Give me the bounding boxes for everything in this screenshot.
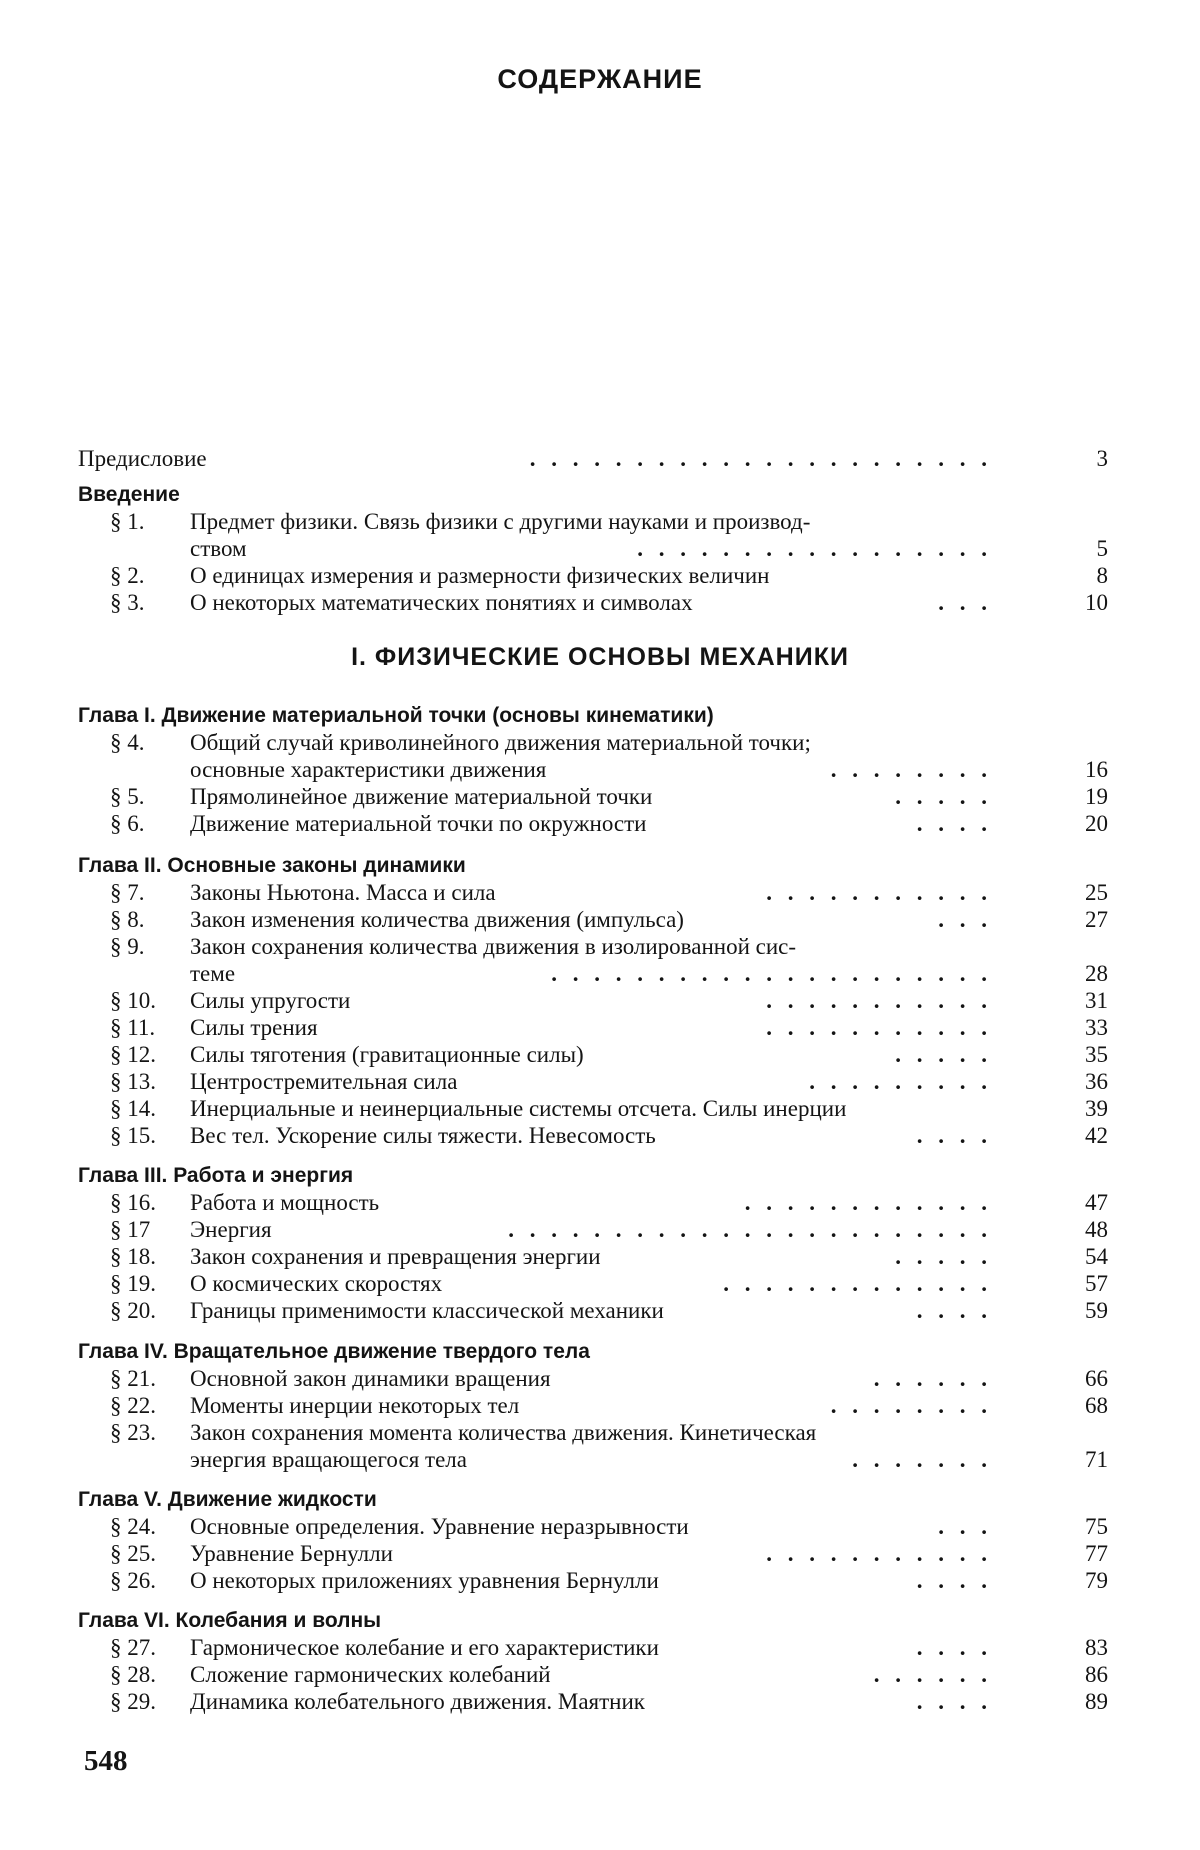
entry-title: Гармоническое колебание и его характеристики xyxy=(190,1635,659,1660)
section-number: § 27. xyxy=(110,1635,156,1660)
toc-entry xyxy=(0,729,1200,756)
section-number: § 3. xyxy=(110,590,145,615)
section-number: § 12. xyxy=(110,1042,156,1067)
entry-title: О некоторых приложениях уравнения Бернулли xyxy=(190,1568,659,1593)
entry-page: 86 xyxy=(1085,1662,1108,1687)
toc-entry xyxy=(0,810,1200,837)
chapter-heading: Глава III. Работа и энергия xyxy=(78,1164,354,1187)
toc-entry-continuation xyxy=(0,535,1200,562)
entry-page: 68 xyxy=(1085,1393,1108,1418)
leader-dots: . . . . . . . . . . . xyxy=(766,880,992,905)
section-number: § 11. xyxy=(110,1015,156,1040)
toc-entry-continuation xyxy=(0,1446,1200,1473)
leader-dots: . . . . xyxy=(916,1635,992,1660)
section-number: § 20. xyxy=(110,1298,156,1323)
leader-dots: . . . . . . . . . . . . . . . . . . . . . . xyxy=(529,446,992,471)
toc-entry xyxy=(0,1189,1200,1216)
toc-entry xyxy=(0,933,1200,960)
chapter-heading: Глава II. Основные законы динамики xyxy=(78,854,466,877)
section-number: § 14. xyxy=(110,1096,156,1121)
section-number: § 26. xyxy=(110,1568,156,1593)
section-number: § 28. xyxy=(110,1662,156,1687)
toc-entry xyxy=(0,1688,1200,1715)
leader-dots: . . . . xyxy=(916,1298,992,1323)
toc-entry xyxy=(0,1634,1200,1661)
toc-entry xyxy=(0,1243,1200,1270)
leader-dots: . . . . . . . . xyxy=(830,757,992,782)
entry-title: Закон сохранения момента количества движения. Кинетическая xyxy=(190,1420,817,1445)
toc-entry xyxy=(0,1041,1200,1068)
entry-title: Предисловие xyxy=(78,446,207,471)
entry-page: 75 xyxy=(1085,1514,1108,1539)
entry-page: 20 xyxy=(1085,811,1108,836)
part-heading: I. ФИЗИЧЕСКИЕ ОСНОВЫ МЕХАНИКИ xyxy=(351,643,849,671)
entry-page: 35 xyxy=(1085,1042,1108,1067)
entry-page: 3 xyxy=(1096,446,1108,471)
entry-page: 31 xyxy=(1085,988,1108,1013)
section-number: § 2. xyxy=(110,563,145,588)
toc-entry-preface xyxy=(0,445,1200,472)
section-number: § 8. xyxy=(110,907,145,932)
entry-title: Моменты инерции некоторых тел xyxy=(190,1393,520,1418)
entry-page: 36 xyxy=(1085,1069,1108,1094)
section-number: § 21. xyxy=(110,1366,156,1391)
entry-title-continuation: энергия вращающегося тела xyxy=(190,1447,467,1472)
entry-title: Уравнение Бернулли xyxy=(190,1541,393,1566)
toc-entry xyxy=(0,1365,1200,1392)
section-number: § 25. xyxy=(110,1541,156,1566)
section-number: § 1. xyxy=(110,509,145,534)
entry-title: О некоторых математических понятиях и символах xyxy=(190,590,693,615)
entry-title: О космических скоростях xyxy=(190,1271,443,1296)
toc-entry xyxy=(0,508,1200,535)
entry-page: 19 xyxy=(1085,784,1108,809)
entry-page: 16 xyxy=(1085,757,1108,782)
entry-title: Центростремительная сила xyxy=(190,1069,458,1094)
toc-entry xyxy=(0,1513,1200,1540)
entry-page: 48 xyxy=(1085,1217,1108,1242)
entry-page: 59 xyxy=(1085,1298,1108,1323)
leader-dots: . . . . . . . . . . . xyxy=(766,1541,992,1566)
toc-entry xyxy=(0,1392,1200,1419)
leader-dots: . . . xyxy=(938,907,992,932)
toc-entry xyxy=(0,906,1200,933)
toc-entry xyxy=(0,1014,1200,1041)
toc-entry xyxy=(0,1095,1200,1122)
toc-entry xyxy=(0,1216,1200,1243)
toc-entry-continuation xyxy=(0,960,1200,987)
entry-page: 83 xyxy=(1085,1635,1108,1660)
entry-title: Границы применимости классической механики xyxy=(190,1298,664,1323)
entry-title-continuation: основные характеристики движения xyxy=(190,757,547,782)
entry-title: Силы трения xyxy=(190,1015,318,1040)
entry-page: 79 xyxy=(1085,1568,1108,1593)
entry-title: Движение материальной точки по окружности xyxy=(190,811,647,836)
section-number: § 7. xyxy=(110,880,145,905)
entry-title: Основные определения. Уравнение неразрывности xyxy=(190,1514,689,1539)
leader-dots: . . . . . . xyxy=(873,1662,992,1687)
entry-title-continuation: теме xyxy=(190,961,236,986)
chapter-heading: Глава IV. Вращательное движение твердого тела xyxy=(78,1340,590,1363)
leader-dots: . . . . xyxy=(916,811,992,836)
entry-title: Работа и мощность xyxy=(190,1190,380,1215)
toc-entry xyxy=(0,987,1200,1014)
toc-entry xyxy=(0,783,1200,810)
section-number: § 16. xyxy=(110,1190,156,1215)
entry-title: О единицах измерения и размерности физических величин xyxy=(190,563,770,588)
toc-entry-continuation xyxy=(0,756,1200,783)
entry-page: 33 xyxy=(1085,1015,1108,1040)
toc-entry xyxy=(0,1540,1200,1567)
entry-title: Общий случай криволинейного движения материальной точки; xyxy=(190,730,811,755)
leader-dots: . . . . . . . . . . . xyxy=(766,988,992,1013)
toc-entry xyxy=(0,562,1200,589)
section-number: § 24. xyxy=(110,1514,156,1539)
section-number: § 19. xyxy=(110,1271,156,1296)
section-number: § 10. xyxy=(110,988,156,1013)
leader-dots: . . . . . . . . . . . . . . . . . . . . . . . xyxy=(508,1217,992,1242)
entry-page: 8 xyxy=(1096,563,1108,588)
leader-dots: . . . xyxy=(938,1514,992,1539)
entry-title: Прямолинейное движение материальной точки xyxy=(190,784,653,809)
toc-entry xyxy=(0,1567,1200,1594)
entry-page: 25 xyxy=(1085,880,1108,905)
leader-dots: . . . . . . . . . xyxy=(809,1069,992,1094)
section-number: § 15. xyxy=(110,1123,156,1148)
toc-entry xyxy=(0,1068,1200,1095)
leader-dots: . . . . xyxy=(916,1123,992,1148)
entry-page: 27 xyxy=(1085,907,1108,932)
entry-page: 28 xyxy=(1085,961,1108,986)
leader-dots: . . . . xyxy=(916,1568,992,1593)
section-number: § 23. xyxy=(110,1420,156,1445)
section-number: § 22. xyxy=(110,1393,156,1418)
entry-page: 54 xyxy=(1085,1244,1108,1269)
entry-title: Закон изменения количества движения (импульса) xyxy=(190,907,684,932)
entry-page: 77 xyxy=(1085,1541,1108,1566)
section-number: § 4. xyxy=(110,730,145,755)
toc-entry xyxy=(0,1661,1200,1688)
entry-page: 71 xyxy=(1085,1447,1108,1472)
entry-page: 42 xyxy=(1085,1123,1108,1148)
leader-dots: . . . . . . . . . . . . . . . . . . . . . xyxy=(551,961,992,986)
entry-title: Сложение гармонических колебаний xyxy=(190,1662,551,1687)
page-number: 548 xyxy=(84,1745,128,1777)
leader-dots: . . . . xyxy=(916,1689,992,1714)
entry-title: Законы Ньютона. Масса и сила xyxy=(190,880,496,905)
entry-page: 5 xyxy=(1096,536,1108,561)
section-number: § 29. xyxy=(110,1689,156,1714)
entry-title: Силы упругости xyxy=(190,988,351,1013)
leader-dots: . . . . . xyxy=(895,784,992,809)
section-number: § 9. xyxy=(110,934,145,959)
leader-dots: . . . . . . xyxy=(873,1366,992,1391)
section-number: § 6. xyxy=(110,811,145,836)
entry-page: 57 xyxy=(1085,1271,1108,1296)
leader-dots: . . . . . . . xyxy=(852,1447,992,1472)
leader-dots: . . . xyxy=(938,590,992,615)
entry-title: Энергия xyxy=(190,1217,272,1242)
section-number: § 17 xyxy=(110,1217,151,1242)
entry-title: Вес тел. Ускорение силы тяжести. Невесомость xyxy=(190,1123,656,1148)
entry-title: Предмет физики. Связь физики с другими науками и производ- xyxy=(190,509,811,534)
toc-entry xyxy=(0,1270,1200,1297)
entry-title: Динамика колебательного движения. Маятник xyxy=(190,1689,645,1714)
entry-title: Основной закон динамики вращения xyxy=(190,1366,551,1391)
intro-heading: Введение xyxy=(78,483,180,506)
section-number: § 5. xyxy=(110,784,145,809)
leader-dots: . . . . . xyxy=(895,1244,992,1269)
chapter-heading: Глава VI. Колебания и волны xyxy=(78,1609,382,1632)
leader-dots: . . . . . . . . . . . . . . . . . xyxy=(637,536,992,561)
toc-entry xyxy=(0,1122,1200,1149)
chapter-heading: Глава V. Движение жидкости xyxy=(78,1488,377,1511)
leader-dots: . . . . . xyxy=(895,1042,992,1067)
entry-page: 66 xyxy=(1085,1366,1108,1391)
entry-page: 89 xyxy=(1085,1689,1108,1714)
chapter-heading: Глава I. Движение материальной точки (основы кинематики) xyxy=(78,704,714,727)
entry-title: Инерциальные и неинерциальные системы отсчета. Силы инерции xyxy=(190,1096,847,1121)
leader-dots: . . . . . . . . . . . xyxy=(766,1015,992,1040)
toc-entry xyxy=(0,589,1200,616)
entry-page: 39 xyxy=(1085,1096,1108,1121)
section-number: § 13. xyxy=(110,1069,156,1094)
page-title: СОДЕРЖАНИЕ xyxy=(497,64,703,94)
leader-dots: . . . . . . . . . . . . . xyxy=(723,1271,992,1296)
leader-dots: . . . . . . . . xyxy=(830,1393,992,1418)
toc-entry xyxy=(0,879,1200,906)
entry-page: 10 xyxy=(1085,590,1108,615)
entry-page: 47 xyxy=(1085,1190,1108,1215)
toc-entry xyxy=(0,1297,1200,1324)
leader-dots: . . . . . . . . . . . . xyxy=(744,1190,992,1215)
entry-title: Закон сохранения и превращения энергии xyxy=(190,1244,601,1269)
toc-entry xyxy=(0,1419,1200,1446)
section-number: § 18. xyxy=(110,1244,156,1269)
entry-title: Закон сохранения количества движения в изолированной сис- xyxy=(190,934,797,959)
entry-title: Силы тяготения (гравитационные силы) xyxy=(190,1042,584,1067)
entry-title-continuation: ством xyxy=(190,536,247,561)
